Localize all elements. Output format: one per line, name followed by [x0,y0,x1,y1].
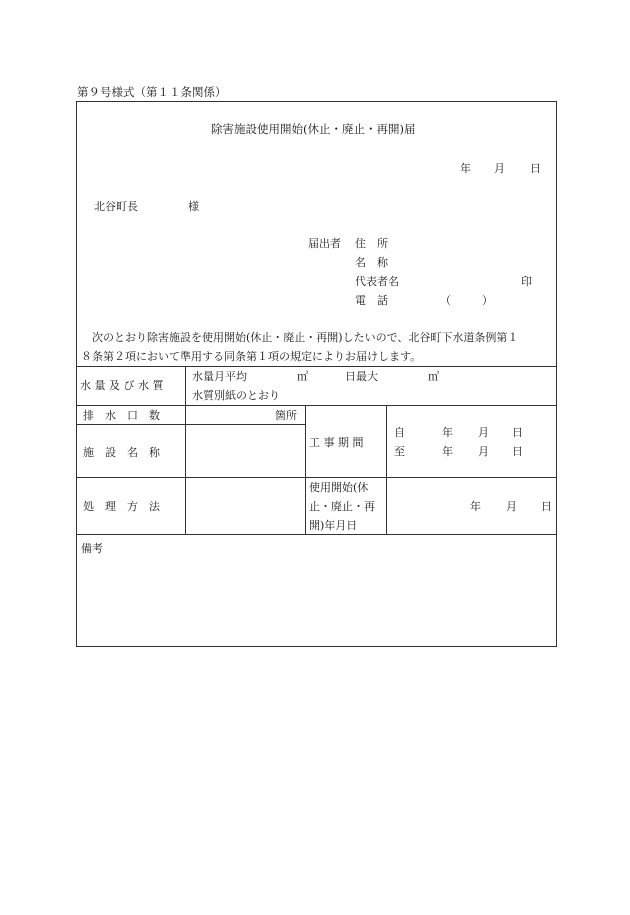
outlets-unit: 箇所 [275,409,297,422]
date-day-label: 日 [530,162,541,175]
remarks-label: 備考 [81,542,103,555]
to-day: 日 [512,445,523,458]
notifier-name-label: 名 称 [355,256,388,269]
column-divider-right [386,405,387,534]
facility-name-label: 施 設 名 称 [83,446,160,459]
to-month: 月 [478,445,489,458]
from-month: 月 [478,426,489,439]
start-month: 月 [506,500,517,513]
water-label: 水 量 及 び 水 質 [80,379,164,392]
phone-paren-open: （ [440,294,451,307]
form-number: 第９号様式（第１１条関係） [77,85,227,99]
column-divider-middle [305,405,306,534]
row-divider-outlets [76,424,305,425]
start-date-label-line-1: 使用開始(休 [309,481,369,494]
construction-period-label: 工 事 期 間 [309,436,364,449]
notifier-address-label: 住 所 [355,237,388,250]
row-divider-water [76,405,557,406]
monthly-unit: ㎥ [297,370,308,383]
from-year: 年 [442,426,453,439]
row-divider-facility [76,477,557,478]
body-text-line-2: ８条第２項において準用する同条第１項の規定によりお届けします。 [81,350,422,363]
table-top-border [76,366,557,367]
monthly-average-label: 水量月平均 [192,370,247,383]
notifier-representative-label: 代表者名 [355,275,399,288]
addressee-honorific: 様 [188,200,199,213]
phone-paren-close: ） [482,294,493,307]
addressee-name: 北谷町長 [94,200,138,213]
row-divider-treatment [76,534,557,535]
start-year: 年 [470,500,481,513]
period-to-label: 至 [394,445,405,458]
daily-max-label: 日最大 [345,370,378,383]
date-month-label: 月 [494,162,505,175]
body-text-line-1: 次のとおり除害施設を使用開始(休止・廃止・再開)したいので、北谷町下水道条例第１ [92,331,519,344]
form-title: 除害施設使用開始(休止・廃止・再開)届 [211,122,416,136]
outlets-label: 排 水 口 数 [83,409,160,422]
from-day: 日 [512,426,523,439]
start-day: 日 [541,500,552,513]
start-date-label-line-3: 開)年月日 [309,519,358,532]
notifier-label: 届出者 [308,237,341,250]
daily-unit: ㎥ [428,370,439,383]
date-year-label: 年 [460,162,471,175]
treatment-method-label: 処 理 方 法 [83,500,160,513]
notifier-phone-label: 電 話 [355,294,388,307]
to-year: 年 [442,445,453,458]
column-divider-label [185,366,186,534]
start-date-label-line-2: 止・廃止・再 [309,500,375,513]
form-frame [76,101,557,647]
water-quality-note: 水質別紙のとおり [192,389,280,402]
seal-mark: 印 [521,275,532,288]
period-from-label: 自 [394,426,405,439]
